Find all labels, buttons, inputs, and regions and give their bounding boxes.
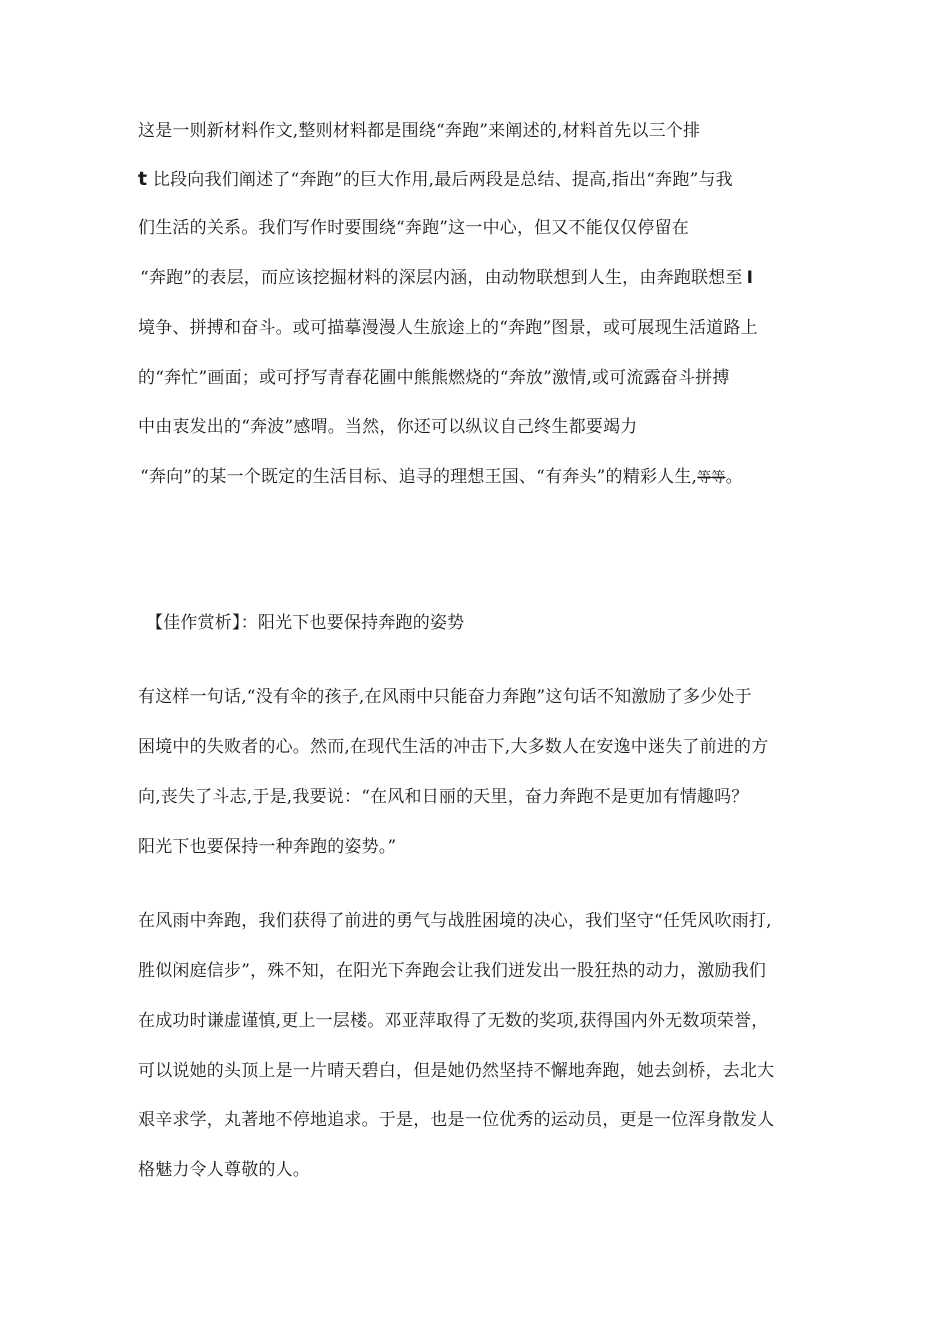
paragraph-2-line-3: 向,丧失了斗志,于是,我要说：“在风和日丽的天里，奋力奔跑不是更加有情趣吗？ — [138, 787, 749, 807]
paragraph-3-line-5: 艰辛求学，丸著地不停地追求。于是，也是一位优秀的运动员，更是一位浑身散发人 — [138, 1110, 775, 1130]
paragraph-1-line-2-text: 比段向我们阐述了“奔跑”的巨大作用,最后两段是总结、提高,指出“奔跑”与我 — [152, 170, 733, 190]
paragraph-2-line-2: 困境中的失败者的心。然而,在现代生活的冲击下,大多数人在安逸中迷失了前进的方 — [138, 737, 769, 757]
paragraph-2-line-4: 阳光下也要保持一种奔跑的姿势。” — [138, 837, 397, 857]
paragraph-1-line-5: 境争、拼搏和奋斗。或可描摹漫漫人生旅途上的“奔跑”图景，或可展现生活道路上 — [138, 318, 758, 338]
paragraph-3-line-3: 在成功时谦虚谨慎,更上一层楼。邓亚萍取得了无数的奖项,获得国内外无数项荣誉， — [138, 1011, 769, 1031]
stray-glyph: I — [746, 268, 754, 288]
paragraph-3-line-1: 在风雨中奔跑，我们获得了前进的勇气与战胜困境的决心，我们坚守“任凭风吹雨打, — [138, 911, 772, 931]
paragraph-1-line-8-text: “奔向”的某一个既定的生活目标、追寻的理想王国、“有奔头”的精彩人生, — [140, 467, 698, 487]
paragraph-2-line-1: 有这样一句话,“没有伞的孩子,在风雨中只能奋力奔跑”这句话不知激励了多少处于 — [138, 687, 752, 707]
paragraph-1-line-7: 中由衷发出的“奔波”感喟。当然，你还可以纵议自己终生都要竭力 — [138, 417, 638, 437]
section-heading: 【佳作赏析】：阳光下也要保持奔跑的姿势 — [146, 613, 465, 633]
paragraph-1-line-4 — [140, 267, 753, 289]
paragraph-3-line-6: 格魅力令人尊敬的人。 — [138, 1160, 310, 1180]
paragraph-1-line-6: 的“奔忙”画面；或可抒写青春花圃中熊熊燃烧的“奔放”激情,或可流露奋斗拼搏 — [138, 368, 730, 388]
paragraph-1-line-4-text: “奔跑”的表层，而应该挖掘材料的深层内涵，由动物联想到人生，由奔跑联想至 — [140, 268, 743, 288]
period: 。 — [725, 467, 743, 487]
struck-text: 等等 — [697, 470, 726, 486]
paragraph-3-line-2: 胜似闲庭信步”，殊不知，在阳光下奔跑会让我们迸发出一股狂热的动力，激励我们 — [138, 961, 767, 981]
paragraph-1-line-2 — [138, 168, 733, 191]
paragraph-1-line-3: 们生活的关系。我们写作时要围绕“奔跑”这一中心，但又不能仅仅停留在 — [138, 218, 689, 238]
stray-glyph: t — [138, 168, 148, 190]
paragraph-3-line-4: 可以说她的头顶上是一片晴天碧白，但是她仍然坚持不懈地奔跑，她去剑桥，去北大 — [138, 1061, 775, 1081]
paragraph-1-line-8 — [140, 466, 743, 489]
paragraph-1-line-1: 这是一则新材料作文,整则材料都是围绕“奔跑”来阐述的,材料首先以三个排 — [138, 121, 701, 141]
